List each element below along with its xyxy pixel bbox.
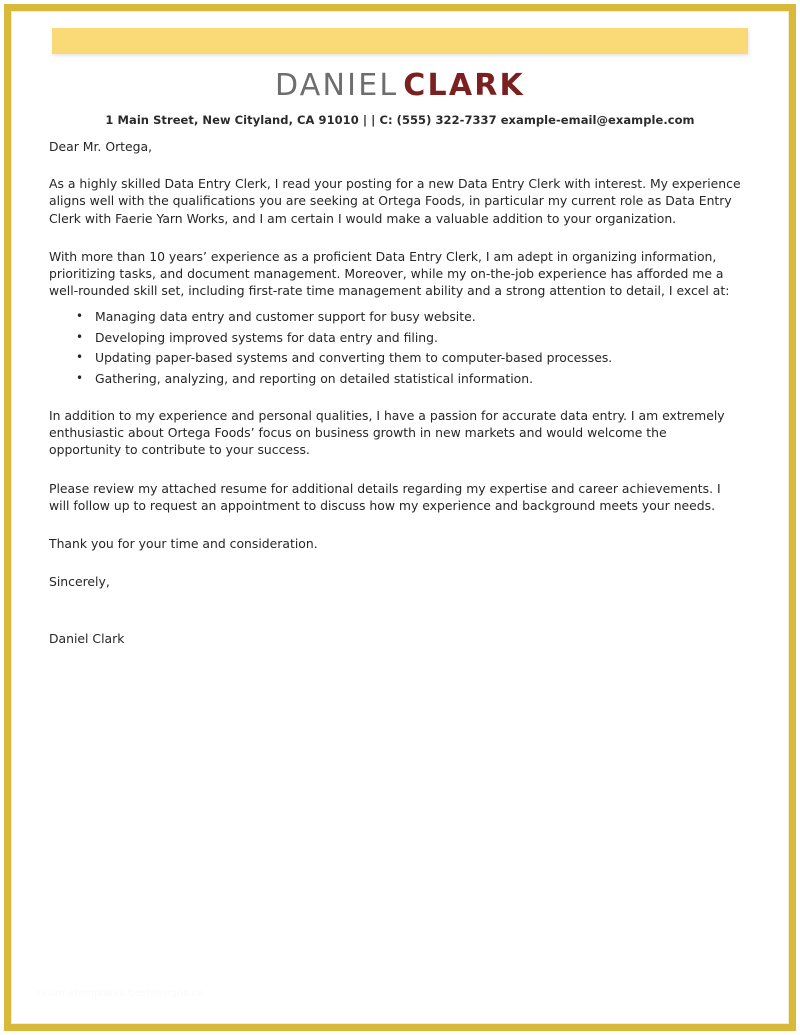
list-item	[76, 329, 741, 346]
list-item-label: Developing improved systems for data entry and filing.	[95, 329, 438, 345]
list-item	[76, 349, 741, 366]
letter-sheet	[12, 12, 788, 1023]
list-item	[76, 370, 741, 387]
paragraph-experience: With more than 10 years’ experience as a proficient Data Entry Clerk, I am adept in organizing information, prioritizing tasks, and document management. Moreover, while my on-the-job experience has afforded me a well-rounded skill set, including first-rate time management ability and a strong attention to detail, I excel at:	[49, 248, 730, 299]
bullet-icon: •	[76, 309, 84, 324]
signoff: Sincerely,	[49, 574, 110, 590]
closing-thanks: Thank you for your time and consideration.	[49, 536, 318, 552]
list-item	[76, 308, 741, 325]
paragraph-intro: As a highly skilled Data Entry Clerk, I read your posting for a new Data Entry Clerk with interest. My experience aligns well with the qualifications you are seeking at Ortega Foods, in particular my current role as Data Entry Clerk with Faerie Yarn Works, and I am certain I would make a valuable addition to your organization.	[49, 176, 741, 226]
contact-info-line: 1 Main Street, New Cityland, CA 91010 | | C: (555) 322-7337 example-email@example.com	[105, 112, 695, 127]
bullet-icon: •	[76, 370, 84, 385]
bullet-icon: •	[76, 350, 84, 365]
paragraph-passion: In addition to my experience and personal qualities, I have a passion for accurate data entry. I am extremely enthusiastic about Ortega Foods’ focus on business growth in new markets and would welcome the opportunity to contribute to your success.	[49, 408, 725, 458]
letter-body	[49, 138, 741, 648]
paragraph-followup: Please review my attached resume for additional details regarding my expertise and career achievements. I will follow up to request an appointment to discuss how my experience and background meets your needs.	[49, 480, 721, 513]
applicant-first-name: DANIEL	[275, 68, 399, 103]
signature-name: Daniel Clark	[49, 631, 125, 647]
watermark-text: resumetemplates.bestdesigns.co	[37, 988, 204, 999]
salutation: Dear Mr. Ortega,	[49, 139, 153, 154]
list-item-label: Updating paper-based systems and converting them to computer-based processes.	[95, 350, 613, 366]
list-item-label: Gathering, analyzing, and reporting on detailed statistical information.	[95, 370, 534, 386]
yellow-accent-bar	[52, 28, 748, 54]
skills-list	[49, 308, 741, 387]
applicant-name	[12, 70, 788, 102]
letter-header	[12, 70, 788, 127]
list-item-label: Managing data entry and customer support for busy website.	[95, 309, 476, 325]
applicant-last-name: CLARK	[403, 68, 525, 103]
bullet-icon: •	[76, 329, 84, 344]
